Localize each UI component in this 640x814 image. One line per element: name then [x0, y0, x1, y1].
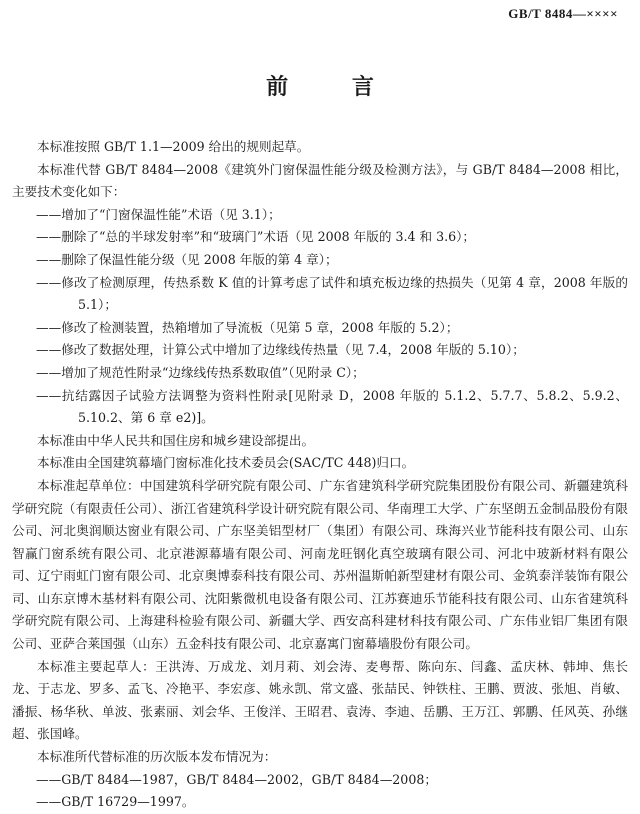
- change-list: [12, 204, 628, 430]
- list-item: ——抗结露因子试验方法调整为资料性附录[见附录 D，2008 年版的 5.1.2、5.7.7、5.8.2、5.9.2、5.10.2、第 6 章 e2)]。: [36, 387, 628, 426]
- version-list: [12, 769, 628, 814]
- list-item: ——GB/T 8484—1987，GB/T 8484—2002，GB/T 8484—2008；: [36, 771, 437, 787]
- list-item: ——删除了保温性能分级（见 2008 年版的第 4 章）；: [36, 251, 338, 267]
- list-item: ——修改了检测装置，热箱增加了导流板（见第 5 章，2008 年版的 5.2）；: [36, 319, 459, 335]
- page-title: 前 言: [266, 75, 402, 100]
- list-item: ——修改了数据处理，计算公式中增加了边缘线传热量（见 7.4，2008 年版的 5.10）；: [36, 342, 525, 358]
- standard-code: GB/T 8484—××××: [508, 6, 618, 21]
- list-item: ——增加了规范性附录“边缘线传热系数取值”（见附录 C）；: [36, 364, 365, 380]
- document-body: [12, 136, 628, 814]
- paragraph-proposer: 本标准由中华人民共和国住房和城乡建设部提出。: [37, 432, 315, 448]
- list-item: ——修改了检测原理，传热系数 K 值的计算考虑了试件和填充板边缘的热损失（见第 4 章，2008 年版的 5.1）；: [36, 274, 628, 313]
- list-item: ——GB/T 16729—1997。: [36, 794, 195, 810]
- paragraph-drafting-rules: 本标准按照 GB/T 1.1—2009 给出的规则起草。: [37, 139, 310, 154]
- paragraph-history: 本标准所代替标准的历次版本发布情况为：: [37, 749, 277, 765]
- paragraph-replaces: 本标准代替 GB/T 8484—2008《建筑外门窗保温性能分级及检测方法》，与 GB/T 8484—2008 相比，主要技术变化如下：: [12, 161, 628, 200]
- paragraph-drafting-units: 本标准起草单位：中国建筑科学研究院有限公司、广东省建筑科学研究院集团股份有限公司、新疆建筑科学研究院（有限责任公司）、浙江省建筑科学设计研究院有限公司、华南理工大学、广东坚朗五金制品股份有限公司、河北奥润顺达窗业有限公司、广东坚美铝型材厂（集团）有限公司、珠海兴业节能科技有限公司、山东智赢门窗系统有限公司、北京港源幕墙有限公司、河南龙旺钢化真空玻璃有限公司、河北中玻新材料有限公司、辽宁雨虹门窗有限公司、北京奥博泰科技有限公司、苏州温斯帕新型建材有限公司、金筑泰洋装饰有限公司、山东京博木基材料有限公司、沈阳紫微机电设备有限公司、江苏赛迪乐节能科技有限公司、山东省建筑科学研究院有限公司、上海建科检验有限公司、新疆大学、西安高科建材科技有限公司、广东伟业铝厂集团有限公司、亚萨合莱国强（山东）五金科技有限公司、北京嘉寓门窗幕墙股份有限公司。: [12, 477, 628, 652]
- paragraph-committee: 本标准由全国建筑幕墙门窗标准化技术委员会(SAC/TC 448)归口。: [37, 455, 415, 471]
- list-item: ——删除了“总的半球发射率”和“玻璃门”术语（见 2008 年版的 3.4 和 3.6）；: [36, 229, 476, 245]
- paragraph-drafters: 本标准主要起草人：王洪涛、万成龙、刘月莉、刘会涛、麦粤帮、陈向东、闫鑫、孟庆林、韩坤、焦长龙、于志龙、罗多、孟飞、冷艳平、李宏彦、姚永凯、常文盛、张喆民、钟铁柱、王鹏、贾波、张旭、肖敏、潘振、杨华秋、单波、张素丽、刘会华、王俊洋、王昭君、袁涛、李迪、岳鹏、王万江、郭鹏、任风英、孙继超、张国峰。: [12, 658, 628, 742]
- list-item: ——增加了“门窗保温性能”术语（见 3.1）；: [36, 206, 281, 222]
